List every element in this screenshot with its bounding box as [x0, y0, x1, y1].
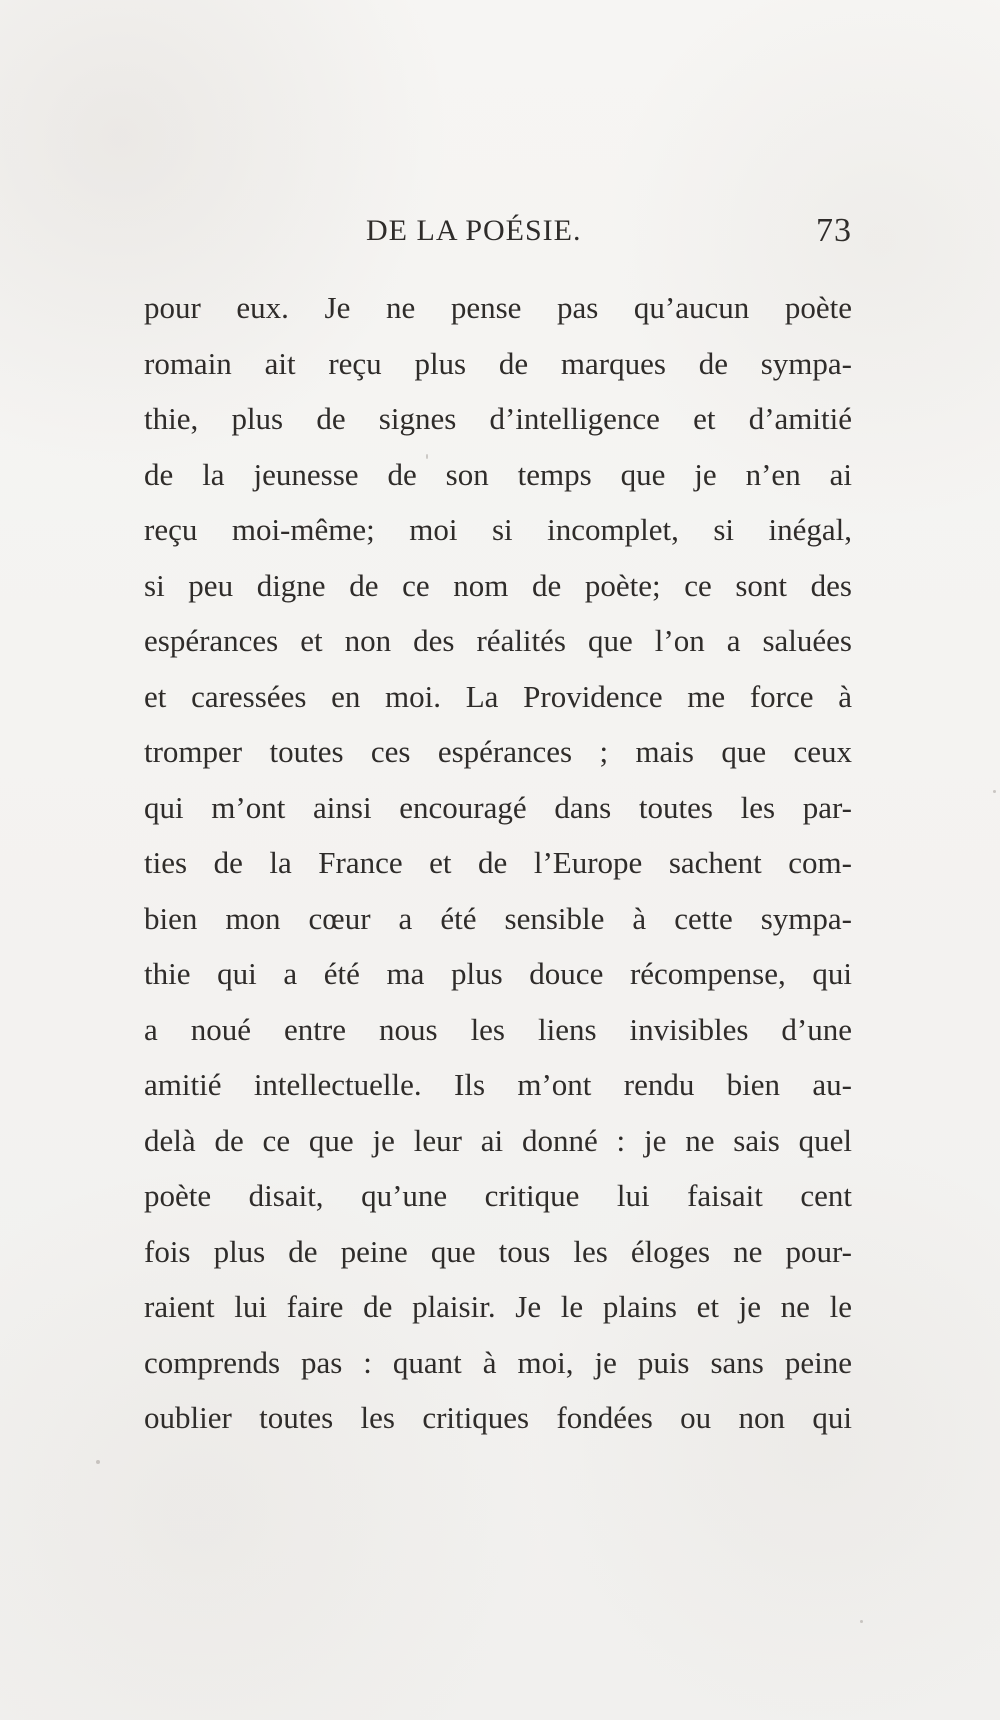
text-line: fois plus de peine que tous les éloges ne pour-	[144, 1233, 852, 1269]
text-line: espérances et non des réalités que l’on a saluées	[144, 623, 852, 658]
text-line: raient lui faire de plaisir. Je le plains et je ne le	[144, 1289, 852, 1324]
text-line: thie, plus de signes d’intelligence et d’amitié	[144, 401, 852, 436]
text-line: thie qui a été ma plus douce récompense, qui	[144, 956, 852, 991]
text-line: bien mon cœur a été sensible à cette sympa-	[144, 900, 852, 936]
text-line: oublier toutes les critiques fondées ou non qui	[144, 1400, 852, 1435]
text-line: tromper toutes ces espérances ; mais que ceux	[144, 734, 852, 769]
text-line: reçu moi-même; moi si incomplet, si inégal,	[144, 512, 852, 547]
running-head: DE LA POÉSIE.	[366, 214, 582, 247]
text-line: de la jeunesse de son temps que je n’en ai	[144, 456, 852, 492]
text-line: si peu digne de ce nom de poète; ce sont des	[144, 567, 852, 603]
text-line: ties de la France et de l’Europe sachent com-	[144, 845, 852, 880]
paper-speck	[993, 790, 996, 793]
body-text	[144, 280, 852, 1446]
text-line: delà de ce que je leur ai donné : je ne sais quel	[144, 1122, 852, 1158]
text-line: comprends pas : quant à moi, je puis sans peine	[144, 1344, 852, 1380]
text-line: romain ait reçu plus de marques de sympa-	[144, 345, 852, 381]
text-line: pour eux. Je ne pense pas qu’aucun poète	[144, 290, 852, 325]
text-line: poète disait, qu’une critique lui faisait cent	[144, 1178, 852, 1213]
page-number: 73	[816, 212, 852, 249]
text-line: amitié intellectuelle. Ils m’ont rendu bien au-	[144, 1067, 852, 1102]
page-header	[144, 214, 852, 254]
text-line: a noué entre nous les liens invisibles d’une	[144, 1011, 852, 1047]
paper-speck	[426, 454, 428, 459]
text-line: qui m’ont ainsi encouragé dans toutes les par-	[144, 789, 852, 825]
paper-speck	[860, 1620, 863, 1623]
text-line: et caressées en moi. La Providence me force à	[144, 678, 852, 714]
paper-speck	[96, 1460, 100, 1464]
